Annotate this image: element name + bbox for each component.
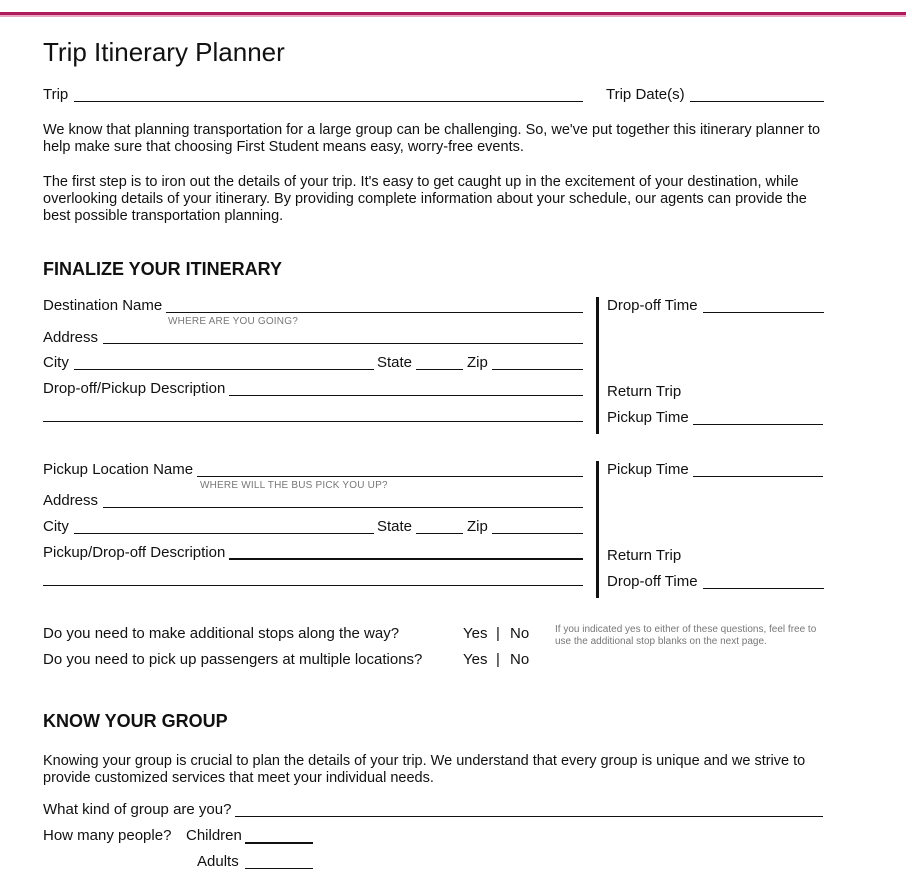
pickup-zip-label: Zip <box>467 518 488 535</box>
question-1-no-option[interactable]: No <box>510 625 530 642</box>
pickup-desc-label: Pickup/Drop-off Description <box>43 544 226 561</box>
destination-city-field[interactable] <box>74 369 374 370</box>
pickup-city-field[interactable] <box>74 533 374 534</box>
destination-pickup-time-label: Pickup Time <box>607 409 689 426</box>
pickup-name-field[interactable] <box>197 476 583 477</box>
adults-count-field[interactable] <box>245 868 313 869</box>
pickup-divider <box>596 461 599 598</box>
pickup-state-field[interactable] <box>416 533 463 534</box>
question-1-separator: | <box>496 625 500 642</box>
group-intro: Knowing your group is crucial to plan the details of your trip. We understand that every group is unique and we strive to provide customized services that meet your individual needs. <box>43 753 806 786</box>
question-1-yes-option[interactable]: Yes <box>463 625 488 642</box>
group-heading: KNOW YOUR GROUP <box>43 711 228 731</box>
destination-state-label: State <box>377 354 413 371</box>
question-2-no-option[interactable]: No <box>510 651 530 668</box>
intro-paragraph-2: The first step is to iron out the details of your trip. It's easy to get caught up in the excitement of your destination, while overlooking details of your itinerary. By providing complete information about your schedule, our agents can provide the best possible transportation planning. <box>43 174 807 224</box>
pickup-pickup-time-label: Pickup Time <box>607 461 689 478</box>
finalize-heading: FINALIZE YOUR ITINERARY <box>43 259 283 279</box>
destination-name-label: Destination Name <box>43 297 163 314</box>
pickup-name-hint: WHERE WILL THE BUS PICK YOU UP? <box>200 480 388 491</box>
adults-label: Adults <box>197 853 239 870</box>
destination-address-field[interactable] <box>103 343 583 344</box>
page-title: Trip Itinerary Planner <box>43 37 285 67</box>
destination-name-field[interactable] <box>166 312 583 313</box>
question-additional-stops: Do you need to make additional stops along the way? <box>43 625 400 642</box>
trip-field[interactable] <box>74 101 583 102</box>
destination-desc-field[interactable] <box>229 395 583 396</box>
destination-pickup-time-field[interactable] <box>693 424 823 425</box>
destination-city-label: City <box>43 354 69 371</box>
pickup-pickup-time-field[interactable] <box>693 476 823 477</box>
destination-desc-label: Drop-off/Pickup Description <box>43 380 226 397</box>
children-label: Children <box>186 827 242 844</box>
trip-dates-field[interactable] <box>690 101 824 102</box>
pickup-dropoff-time-field[interactable] <box>703 588 824 589</box>
trip-dates-label: Trip Date(s) <box>606 86 685 103</box>
pickup-address-field[interactable] <box>103 507 583 508</box>
destination-dropoff-time-field[interactable] <box>703 312 824 313</box>
pickup-name-label: Pickup Location Name <box>43 461 194 478</box>
destination-zip-field[interactable] <box>492 369 583 370</box>
destination-return-trip-label: Return Trip <box>607 383 682 400</box>
destination-divider <box>596 297 599 434</box>
group-kind-label: What kind of group are you? <box>43 801 232 818</box>
pickup-city-label: City <box>43 518 69 535</box>
how-many-people-label: How many people? <box>43 827 172 844</box>
pickup-zip-field[interactable] <box>492 533 583 534</box>
trip-label: Trip <box>43 86 69 103</box>
question-2-yes-option[interactable]: Yes <box>463 651 488 668</box>
pickup-desc-field-2[interactable] <box>43 585 583 586</box>
additional-stops-note: If you indicated yes to either of these questions, feel free to use the additional stop blanks on the next page. <box>555 624 817 647</box>
destination-dropoff-time-label: Drop-off Time <box>607 297 698 314</box>
group-kind-field[interactable] <box>235 816 823 817</box>
destination-zip-label: Zip <box>467 354 488 371</box>
pickup-dropoff-time-label: Drop-off Time <box>607 573 698 590</box>
destination-desc-field-2[interactable] <box>43 421 583 422</box>
destination-address-label: Address <box>43 329 99 346</box>
intro-paragraph-1: We know that planning transportation for a large group can be challenging. So, we've put together this itinerary planner to help make sure that choosing First Student means easy, worry-free events. <box>43 122 821 155</box>
pickup-desc-field[interactable] <box>229 558 583 560</box>
children-count-field[interactable] <box>245 842 313 844</box>
destination-name-hint: WHERE ARE YOU GOING? <box>168 316 298 327</box>
question-2-separator: | <box>496 651 500 668</box>
header-accent-bar-shade <box>0 15 906 17</box>
pickup-address-label: Address <box>43 492 99 509</box>
pickup-return-trip-label: Return Trip <box>607 547 682 564</box>
pickup-state-label: State <box>377 518 413 535</box>
destination-state-field[interactable] <box>416 369 463 370</box>
question-multiple-pickups: Do you need to pick up passengers at multiple locations? <box>43 651 423 668</box>
